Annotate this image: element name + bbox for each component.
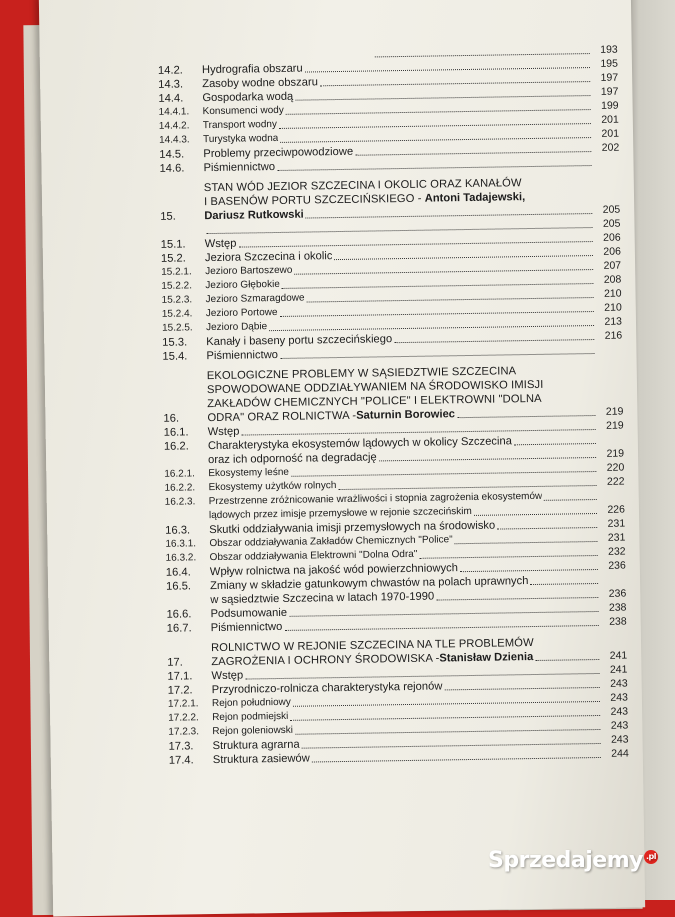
entry-number: 17.1. — [167, 669, 211, 684]
entry-number: 15.2.5. — [162, 321, 206, 336]
page-number: 238 — [601, 615, 627, 629]
entry-title: w sąsiedztwie Szczecina w latach 1970-1990 — [210, 590, 434, 608]
toc-section-17 — [167, 663, 628, 768]
leader-dots — [544, 499, 597, 501]
entry-title: Jezioro Szmaragdowe — [205, 292, 304, 308]
page-number: 222 — [598, 475, 624, 489]
chapter-title-line: SPOWODOWANE ODDZIAŁYWANIEM NA ŚRODOWISKO IMISJI — [207, 377, 623, 398]
page-number: 243 — [602, 691, 628, 705]
leader-dots — [455, 541, 598, 544]
chapter-title-line: ZAGROŻENIA I OCHRONY ŚRODOWISKA - — [211, 651, 439, 669]
page-number: 201 — [593, 127, 619, 141]
page-number: 241 — [601, 649, 627, 663]
toc-section-14 — [158, 57, 620, 176]
entry-number: 16.3.1. — [165, 537, 209, 552]
entry-title: Przestrzenne zróżnicowanie wrażliwości i stopnia zagrożenia ekosystemów — [209, 490, 543, 509]
entry-title: Konsumenci wody — [203, 104, 284, 119]
toc-section-15 — [160, 217, 622, 364]
page-number: 210 — [596, 301, 622, 315]
chapter-author: Saturnin Borowiec — [356, 407, 455, 423]
entry-title: Hydrografia obszaru — [202, 62, 303, 78]
page-number: 195 — [592, 57, 618, 71]
chapter-author: Stanisław Dzienia — [439, 650, 533, 665]
entry-title: Piśmiennictwo — [206, 348, 278, 363]
page-number: 243 — [602, 705, 628, 719]
entry-number: 14.6. — [159, 161, 203, 176]
page-number: 236 — [600, 587, 626, 601]
page-number: 220 — [598, 461, 624, 475]
entry-number: 15.2.4. — [162, 307, 206, 322]
entry-title: Wstęp — [211, 669, 243, 683]
book-page — [39, 0, 645, 917]
page-number: 193 — [592, 43, 618, 57]
entry-number: 15.2.2. — [161, 279, 205, 294]
page-number: 199 — [592, 99, 618, 113]
watermark-logo — [488, 848, 658, 873]
page-number: 201 — [593, 113, 619, 127]
entry-title: Turystyka wodna — [203, 132, 278, 147]
entry-title: Struktura zasiewów — [213, 752, 310, 768]
entry-title: Przyrodniczo-rolnicza charakterystyka rejonów — [212, 679, 443, 697]
page-number: 243 — [602, 733, 628, 747]
entry-title: Obszar oddziaływania Elektrowni "Dolna Odra" — [210, 548, 418, 565]
leader-dots — [284, 625, 598, 631]
entry-title: lądowych przez imisje przemysłowe w rejonie szczecińskim — [209, 505, 472, 523]
page-number: 219 — [598, 447, 624, 461]
chapter-author: Dariusz Rutkowski — [204, 208, 304, 224]
leader-dots — [497, 527, 597, 530]
leader-dots — [460, 569, 598, 572]
chapter-title-line: ODRA" ORAZ ROLNICTWA - — [207, 409, 356, 425]
entry-title: Jezioro Głębokie — [205, 278, 280, 293]
entry-number: 15.2.3. — [161, 293, 205, 308]
entry-title: Struktura agrarna — [212, 738, 299, 753]
entry-number: 17.2.3. — [168, 725, 212, 740]
leader-dots — [530, 583, 598, 585]
entry-title: Piśmiennictwo — [211, 620, 283, 635]
chapter-16-heading — [163, 363, 624, 426]
chapter-title-line: EKOLOGICZNE PROBLEMY W SĄSIEDZTWIE SZCZECINA — [207, 363, 623, 384]
page-number: 219 — [597, 405, 623, 419]
chapter-number: 17. — [167, 655, 211, 670]
entry-number: 14.4.1. — [159, 105, 203, 120]
entry-number: 17.3. — [168, 739, 212, 754]
page-number: 236 — [600, 559, 626, 573]
entry-number: 16.2.2. — [164, 481, 208, 496]
entry-number: 16.7. — [167, 621, 211, 636]
entry-title: Problemy przeciwpowodziowe — [203, 145, 353, 161]
entry-title: Rejon goleniowski — [212, 724, 293, 739]
entry-number: 17.2.2. — [168, 711, 212, 726]
entry-title: Zmiany w składzie gatunkowym chwastów na polach uprawnych — [210, 574, 529, 593]
entry-number: 14.4. — [158, 91, 202, 106]
leader-dots — [474, 513, 597, 516]
watermark-badge: .pl — [644, 850, 658, 864]
page-number: 243 — [602, 719, 628, 733]
entry-number: 15.2. — [161, 251, 205, 266]
entry-number: 16.2. — [164, 439, 208, 454]
page-number: 226 — [599, 503, 625, 517]
chapter-author: Antoni Tadajewski, — [425, 191, 526, 205]
entry-number: 17.2. — [168, 683, 212, 698]
entry-number: 15.3. — [162, 335, 206, 350]
page-number: 243 — [602, 677, 628, 691]
page-number: 238 — [600, 601, 626, 615]
entry-title: Zasoby wodne obszaru — [202, 75, 318, 91]
entry-title: Podsumowanie — [210, 606, 287, 621]
entry-title: Jezioro Portowe — [206, 306, 278, 321]
entry-title: Gospodarka wodą — [202, 90, 293, 105]
entry-number: 14.2. — [158, 63, 202, 78]
entry-title: Kanały i baseny portu szczecińskiego — [206, 332, 392, 349]
leader-dots — [436, 597, 598, 601]
chapter-title-line: I BASENÓW PORTU SZCZECIŃSKIEGO - — [204, 193, 425, 208]
entry-title: oraz ich odporność na degradację — [208, 450, 377, 467]
page-number: 213 — [596, 315, 622, 329]
entry-title: Transport wodny — [203, 118, 277, 133]
toc-section-16 — [164, 419, 627, 636]
entry-title: Ekosystemy użytków rolnych — [208, 479, 336, 495]
page-number: 244 — [603, 747, 629, 761]
page-number: 231 — [599, 517, 625, 531]
entry-number: 14.4.2. — [159, 119, 203, 134]
chapter-title-line: STAN WÓD JEZIOR SZCZECINA I OKOLIC ORAZ KANAŁÓW — [204, 175, 620, 196]
entry-title: Rejon podmiejski — [212, 710, 288, 725]
entry-title: Wstęp — [208, 425, 240, 439]
entry-number: 15.4. — [162, 349, 206, 364]
entry-title: Ekosystemy leśne — [208, 466, 289, 481]
leader-dots — [514, 443, 596, 445]
entry-number: 16.6. — [166, 607, 210, 622]
page-number: 206 — [595, 231, 621, 245]
page-number: 241 — [601, 663, 627, 677]
entry-title: Jezioro Dąbie — [206, 320, 267, 335]
entry-number: 16.3.2. — [166, 551, 210, 566]
leader-dots — [312, 757, 601, 763]
entry-number: 16.4. — [166, 565, 210, 580]
chapter-number: 16. — [163, 411, 207, 426]
entry-number: 16.1. — [164, 425, 208, 440]
entry-number: 17.4. — [169, 753, 213, 768]
entry-number: 16.3. — [165, 523, 209, 538]
leader-dots — [280, 353, 594, 359]
page-number: 197 — [592, 71, 618, 85]
chapter-15-heading — [160, 175, 621, 224]
page-number: 207 — [595, 259, 621, 273]
page-number: 205 — [594, 203, 620, 217]
chapter-number: 15. — [160, 209, 204, 224]
chapter-title-line: ROLNICTWO W REJONIE SZCZECINA NA TLE PROBLEMÓW — [211, 635, 627, 656]
entry-number: 15.2.1. — [161, 265, 205, 280]
page-number: 219 — [598, 419, 624, 433]
page-number: 231 — [599, 531, 625, 545]
entry-number: 15.1. — [161, 237, 205, 252]
leader-dots — [277, 165, 591, 171]
page-number: 205 — [594, 217, 620, 231]
leader-dots — [419, 555, 597, 559]
entry-title: Jeziora Szczecina i okolic — [205, 249, 333, 265]
page-number: 208 — [595, 273, 621, 287]
entry-number: 16.5. — [166, 579, 210, 594]
entry-number: 14.4.3. — [159, 133, 203, 148]
entry-title: Jezioro Bartoszewo — [205, 264, 292, 279]
entry-number: 17.2.1. — [168, 697, 212, 712]
entry-title: Charakterystyka ekosystemów lądowych w okolicy Szczecina — [208, 434, 512, 453]
page-number: 232 — [599, 545, 625, 559]
entry-title: Wstęp — [205, 237, 237, 251]
chapter-title-line: ZAKŁADÓW CHEMICZNYCH "POLICE" I ELEKTROWNI "DOLNA — [207, 391, 623, 412]
page-number: 206 — [595, 245, 621, 259]
page-number: 210 — [595, 287, 621, 301]
entry-number: 14.3. — [158, 77, 202, 92]
entry-number: 14.5. — [159, 147, 203, 162]
entry-number: 16.2.3. — [165, 495, 209, 510]
entry-title: Skutki oddziaływania imisji przemysłowych na środowisko — [209, 519, 495, 537]
table-of-contents — [158, 43, 629, 768]
entry-title: Rejon południowy — [212, 696, 291, 711]
leader-dots — [444, 687, 599, 690]
entry-title: Wpływ rolnictwa na jakość wód powierzchniowych — [210, 561, 458, 579]
page-number: 197 — [592, 85, 618, 99]
page-number: 216 — [596, 329, 622, 343]
page-number: 202 — [593, 141, 619, 155]
entry-title: Piśmiennictwo — [203, 160, 275, 175]
entry-number: 16.2.1. — [164, 467, 208, 482]
watermark-text: Sprzedajemy — [488, 848, 643, 873]
entry-title: Obszar oddziaływania Zakładów Chemicznych "Police" — [209, 533, 453, 551]
